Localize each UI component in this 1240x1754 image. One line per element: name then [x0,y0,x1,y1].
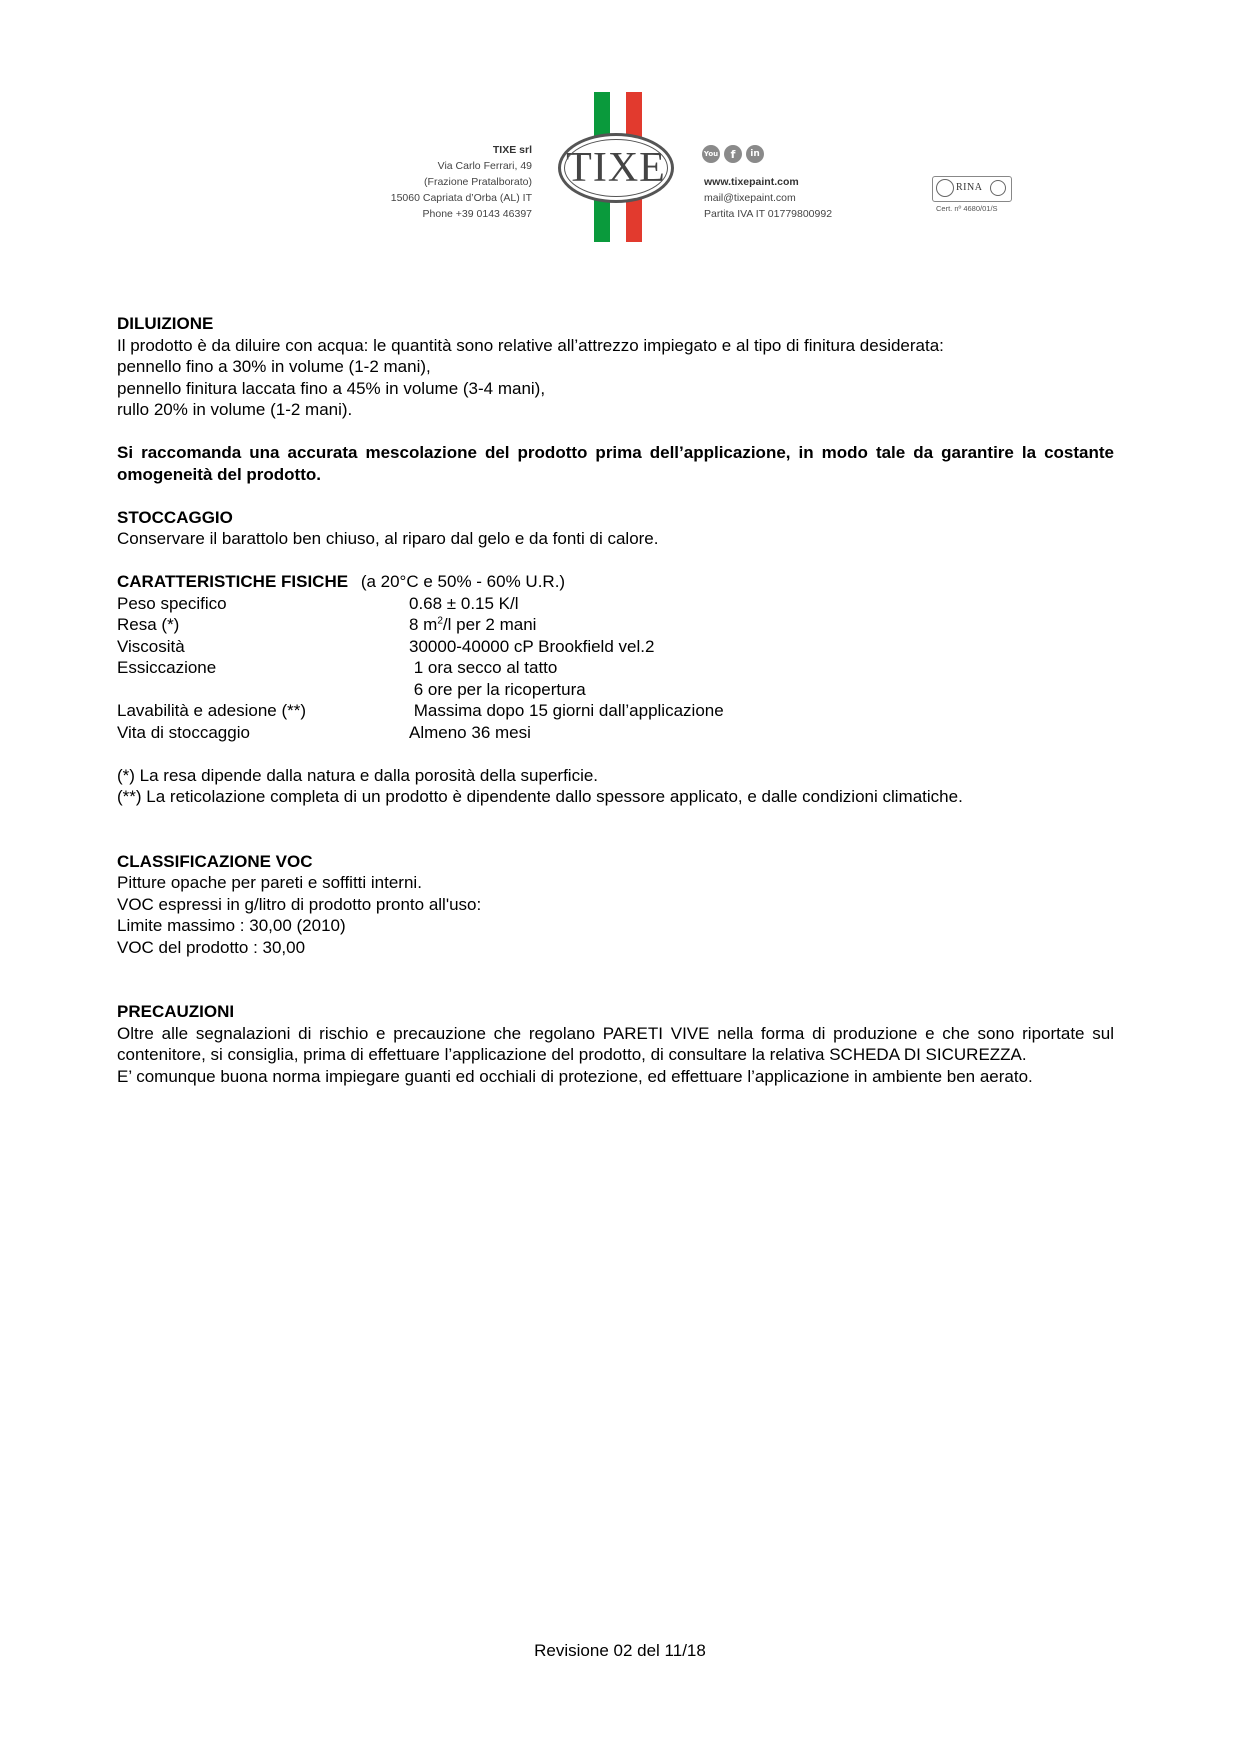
spec-key: Essiccazione [117,658,217,677]
diluizione-line: pennello finitura laccata fino a 45% in volume (3-4 mani), [117,378,546,398]
spec-row [117,657,1114,679]
diluizione-line: rullo 20% in volume (1-2 mani). [117,400,353,419]
spec-value: 30000-40000 cP Brookfield vel.2 [409,636,655,656]
vat-number: Partita IVA IT 01779800992 [704,208,833,220]
document-body [117,313,1114,1087]
precauzioni-paragraph: Oltre alle segnalazioni di rischio e precauzione che regolano PARETI VIVE nella forma di produzione e che sono riportate sul contenitore, si consiglia, prima di effettuare l’applicazione del prodotto, di consultare la relativa SCHEDA DI SICUREZZA. [117,1023,1114,1064]
section-title-voc: CLASSIFICAZIONE VOC [117,851,313,871]
voc-line: VOC espressi in g/litro di prodotto pronto all'uso: [117,894,482,914]
spec-row [117,593,1114,615]
conditions-text: (a 20°C e 50% - 60% U.R.) [360,572,566,591]
facebook-icon[interactable]: f [724,145,742,163]
spec-key [117,679,409,701]
diluizione-line: pennello fino a 30% in volume (1-2 mani), [117,357,431,376]
precauzioni-paragraph: E’ comunque buona norma impiegare guanti ed occhiali di protezione, ed effettuare l’applicazione in ambiente ben aerato. [117,1066,1033,1086]
mixing-note: Si raccomanda una accurata mescolazione del prodotto prima dell’applicazione, in modo tale da garantire la costante omogeneità del prodotto. [117,443,1114,484]
spec-row [117,700,1114,722]
section-title-caratteristiche: CARATTERISTICHE FISICHE [117,572,349,591]
caratteristiche-header [117,571,1114,593]
footnote: (**) La reticolazione completa di un prodotto è dipendente dallo spessore applicato, e dalle condizioni climatiche. [117,787,963,806]
spec-value: Massima dopo 15 giorni dall’applicazione [409,701,724,720]
spec-key: Vita di stoccaggio [117,722,250,742]
spec-key: Resa (*) [117,615,180,634]
youtube-icon[interactable]: You [702,145,720,163]
rina-certification [932,174,1012,214]
logo-text: TIXE [566,145,666,191]
address-line: Via Carlo Ferrari, 49 [437,160,532,172]
voc-line: Limite massimo : 30,00 (2010) [117,916,346,935]
revision-footer: Revisione 02 del 11/18 [534,1641,706,1660]
spec-row [117,636,1114,658]
company-address [370,142,532,222]
tixe-logo [558,133,674,203]
spec-row [117,679,1114,701]
voc-line: VOC del prodotto : 30,00 [117,937,306,957]
company-name: TIXE srl [492,144,532,156]
section-title-diluizione: DILUIZIONE [117,314,214,333]
spec-value: 8 $m^2/l$ per 2 mani [409,615,537,634]
diluizione-line: Il prodotto è da diluire con acqua: le quantità sono relative all’attrezzo impiegato e al tipo di finitura desiderata: [117,335,944,355]
spec-value: 0.68 ± 0.15 K/l [409,593,519,613]
address-line: 15060 Capriata d’Orba (AL) IT [390,192,532,204]
spec-value: 6 ore per la ricopertura [409,679,586,699]
social-icons [702,145,764,167]
letterhead [0,80,1240,250]
voc-line: Pitture opache per pareti e soffitti interni. [117,873,422,892]
stoccaggio-text: Conservare il barattolo ben chiuso, al riparo dal gelo e da fonti di calore. [117,529,659,548]
spec-key: Lavabilità e adesione (**) [117,701,307,720]
section-title-stoccaggio: STOCCAGGIO [117,507,233,527]
linkedin-icon[interactable]: in [746,145,764,163]
footnote: (*) La resa dipende dalla natura e dalla porosità della superficie. [117,765,599,785]
section-title-precauzioni: PRECAUZIONI [117,1002,235,1021]
spec-key: Viscosità [117,636,185,656]
website-link[interactable]: www.tixepaint.com [704,176,799,188]
address-line: (Frazione Pratalborato) [424,176,532,188]
spec-value: 1 ora secco al tatto [409,658,558,677]
spec-value: Almeno 36 mesi [409,722,531,742]
address-line: Phone +39 0143 46397 [422,208,532,220]
email-link[interactable]: mail@tixepaint.com [704,192,796,204]
cert-number: Cert. nº 4680/01/S [936,204,998,213]
rina-seal-icon [936,179,954,197]
spec-row [117,722,1114,744]
spec-row [117,614,1114,636]
rina-label: RINA [956,182,983,193]
accreditation-icon [990,180,1006,196]
contact-info [704,174,832,222]
spec-key: Peso specifico [117,593,227,613]
